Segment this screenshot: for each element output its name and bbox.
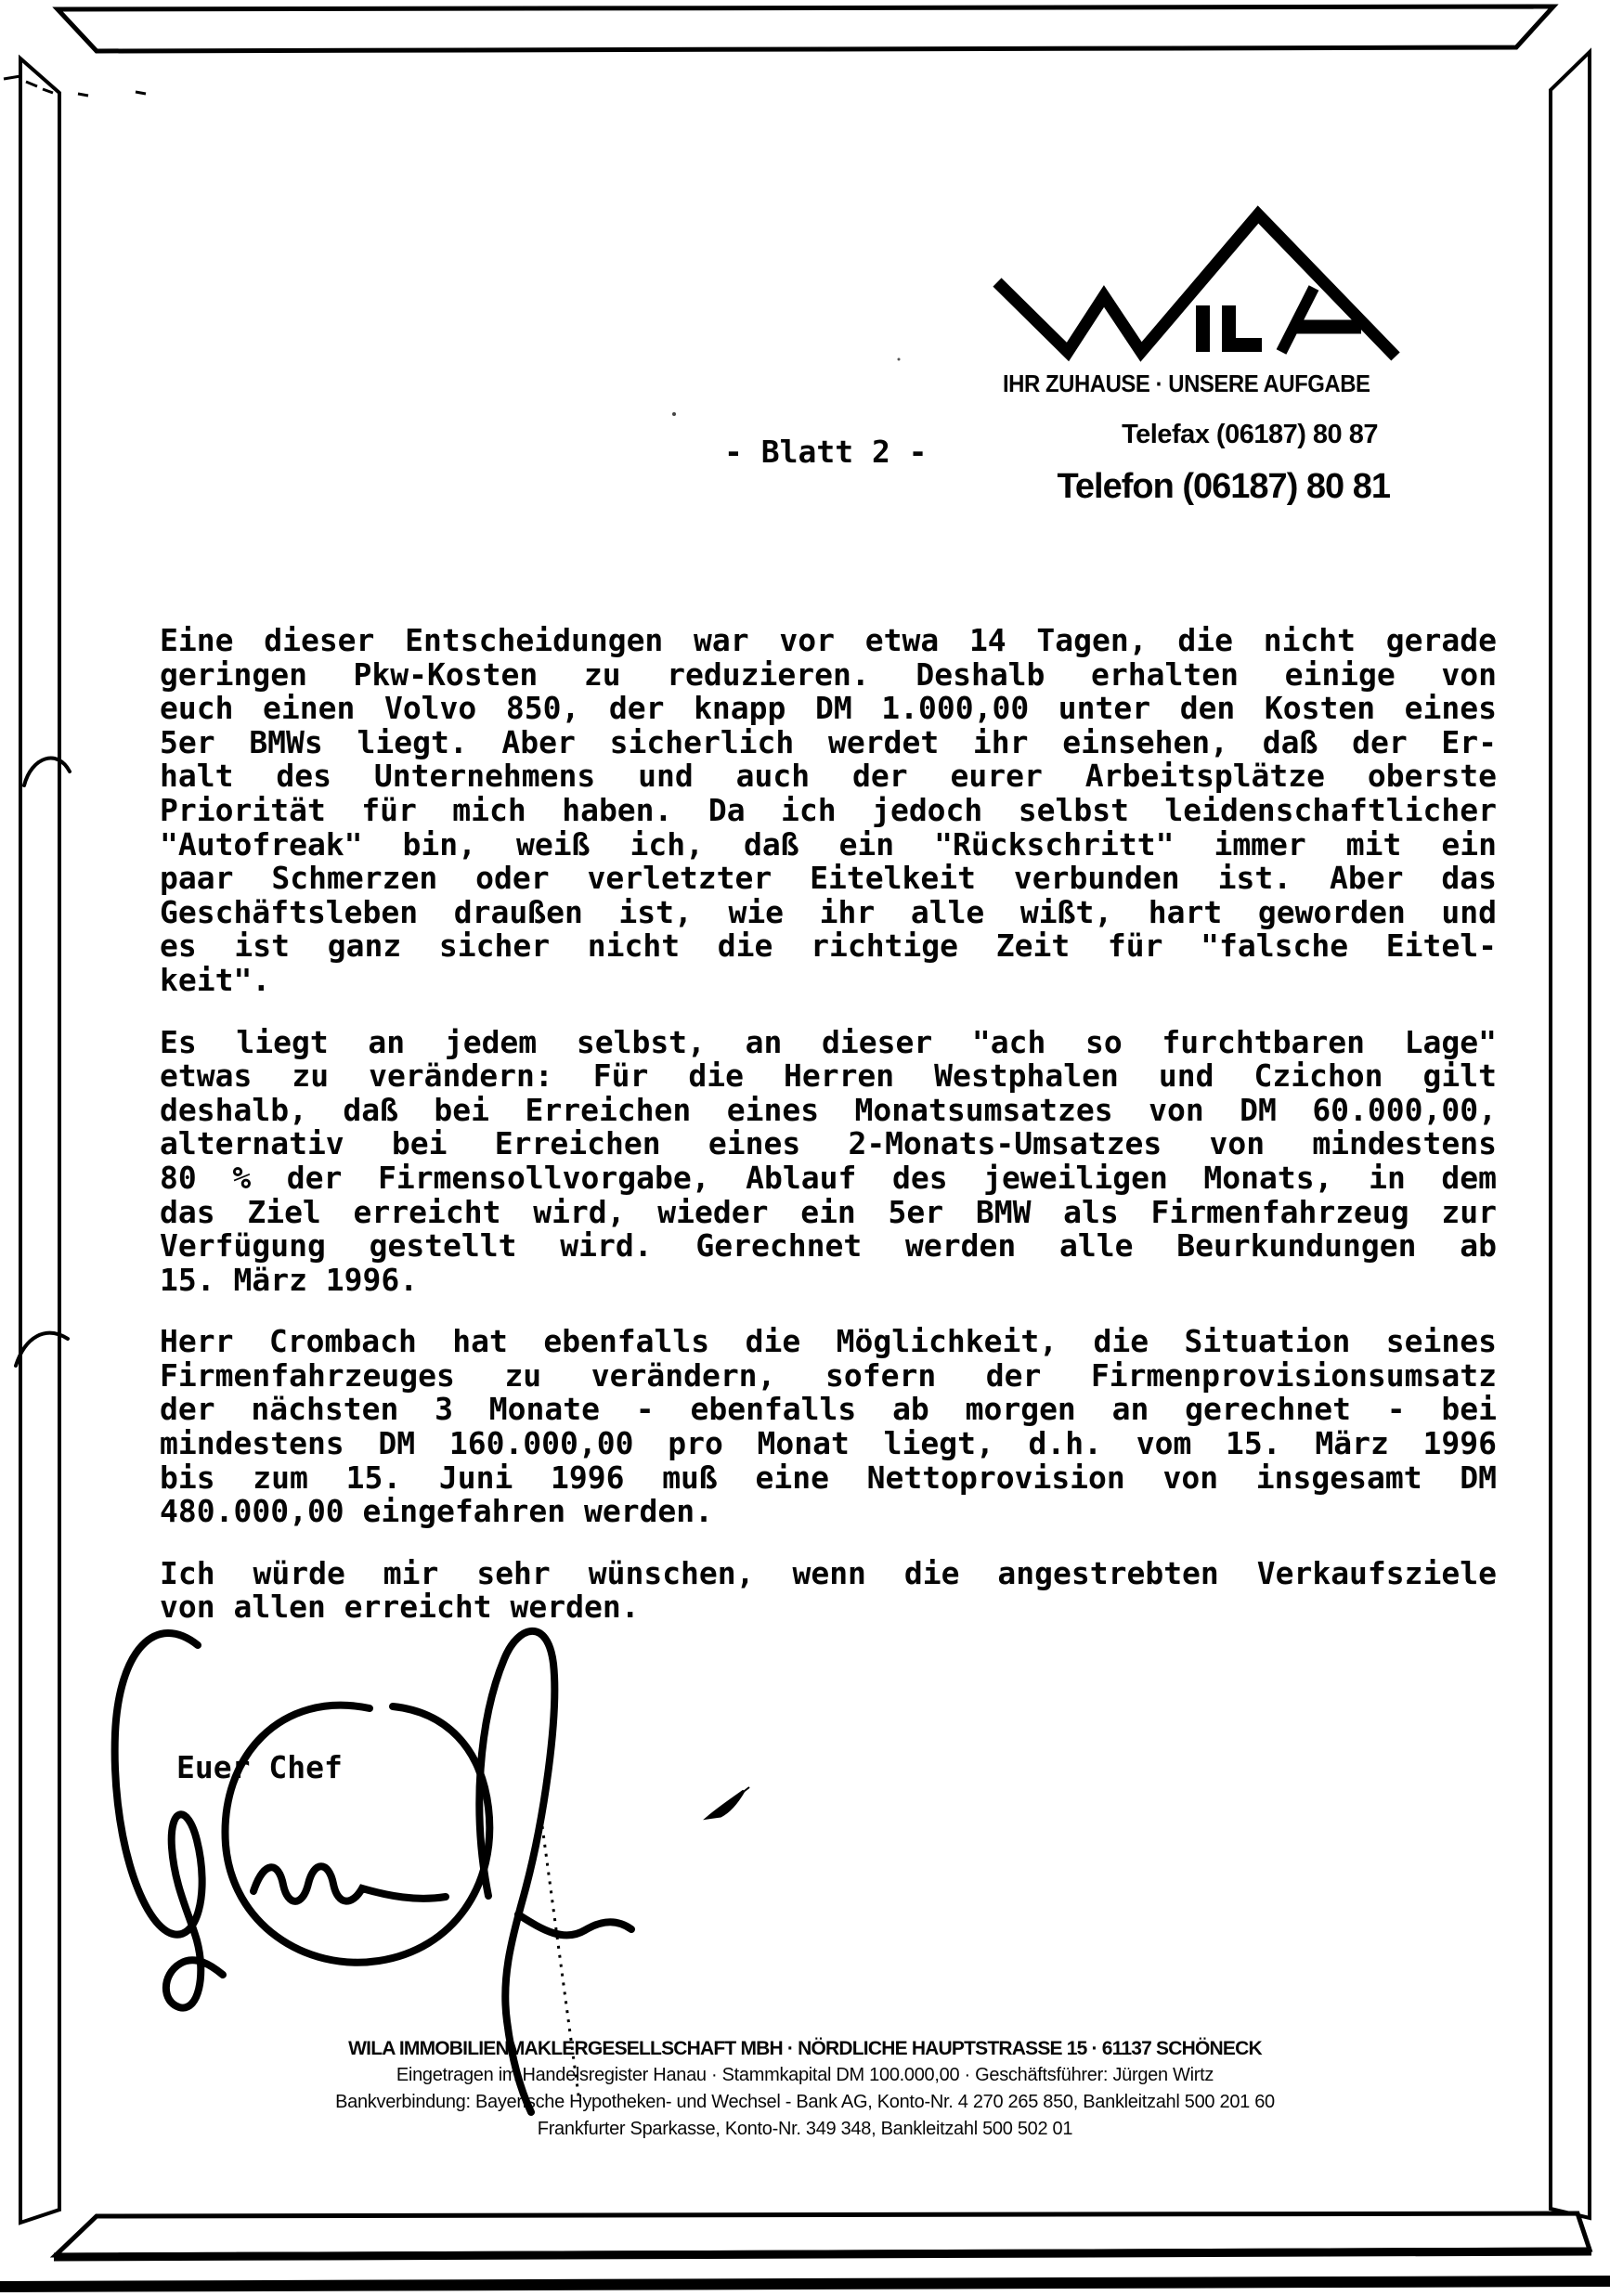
body-line: es ist ganz sicher nicht die richtige Zeit für "falsche Eitel-	[160, 927, 1497, 965]
body-line: Es liegt an jedem selbst, an dieser "ach so furchtbaren Lage"	[160, 1023, 1497, 1060]
footer-line: Frankfurter Sparkasse, Konto-Nr. 349 348, Bankleitzahl 500 502 01	[537, 2119, 1073, 2139]
signature-stroke-left-loop	[115, 1633, 223, 2008]
body-line: paar Schmerzen oder verletzter Eitelkeit verbunden ist. Aber das	[160, 860, 1497, 897]
body-line: bis zum 15. Juni 1996 muß eine Nettoprovision von insgesamt DM	[160, 1459, 1497, 1496]
wila-logo-icon	[986, 206, 1399, 364]
body-line: Firmenfahrzeuges zu verändern, sofern der Firmenprovisionsumsatz	[160, 1356, 1497, 1394]
body-line: euch einen Volvo 850, der knapp DM 1.000,00 unter den Kosten eines	[160, 690, 1497, 727]
body-text	[160, 624, 1497, 1653]
body-line: "Autofreak" bin, weiß ich, daß ein "Rückschritt" immer mit ein	[160, 825, 1497, 863]
scan-corner-dashes	[4, 76, 146, 96]
body-line: 80 % der Firmensollvorgabe, Ablauf des jeweiligen Monats, in dem	[160, 1159, 1497, 1196]
page-number-label: - Blatt 2 -	[724, 434, 928, 470]
signature-stroke-tail	[518, 1914, 631, 1935]
scan-speck	[672, 412, 676, 416]
punch-hole-mark-bottom	[16, 1333, 68, 1366]
ink-blot-mark	[708, 1787, 749, 1818]
signature-stroke-circle	[225, 1706, 489, 1963]
body-line: 5er BMWs liegt. Aber sicherlich werdet ihr einsehen, daß der Er-	[160, 723, 1497, 760]
body-line: Verfügung gestellt wird. Gerechnet werden alle Beurkundungen ab	[160, 1227, 1497, 1265]
footer-line: Bankverbindung: Bayerische Hypotheken- und Wechsel - Bank AG, Konto-Nr. 4 270 265 850, Bankleitzahl 500 201 60	[335, 2092, 1275, 2112]
body-line: deshalb, daß bei Erreichen eines Monatsumsatzes von DM 60.000,00,	[160, 1091, 1497, 1128]
body-line: Geschäftsleben draußen ist, wie ihr alle wißt, hart geworden und	[160, 893, 1497, 930]
footer-line: WILA IMMOBILIENMAKLERGESELLSCHAFT MBH · NÖRDLICHE HAUPTSTRASSE 15 · 61137 SCHÖNECK	[348, 2038, 1262, 2059]
body-line: 480.000,00 eingefahren werden.	[160, 1493, 714, 1530]
body-line: alternativ bei Erreichen eines 2-Monats-Umsatzes von mindestens	[160, 1125, 1497, 1162]
footer-line: Eingetragen im Handelsregister Hanau · Stammkapital DM 100.000,00 · Geschäftsführer: Jürgen Wirtz	[396, 2065, 1214, 2085]
logo-letter-l	[1222, 305, 1262, 352]
telefax-number: Telefax (06187) 80 87	[1122, 420, 1378, 449]
body-line: keit".	[160, 961, 271, 998]
telefon-number: Telefon (06187) 80 81	[1057, 467, 1390, 506]
body-line: Eine dieser Entscheidungen war vor etwa 14 Tagen, die nicht gerade	[160, 622, 1497, 658]
body-line: das Ziel erreicht wird, wieder ein 5er BMW als Firmenfahrzeug zur	[160, 1193, 1497, 1230]
body-line: der nächsten 3 Monate - ebenfalls ab morgen an gerechnet - bei	[160, 1391, 1497, 1428]
signature-closing: Euer Chef	[176, 1749, 343, 1785]
body-line: halt des Unternehmens und auch der eurer Arbeitsplätze oberste	[160, 758, 1497, 795]
paragraph	[160, 1325, 1497, 1529]
body-line: 15. März 1996.	[160, 1261, 419, 1298]
body-line: geringen Pkw-Kosten zu reduzieren. Deshalb erhalten einige von	[160, 655, 1497, 693]
punch-hole-mark-top	[24, 759, 70, 785]
scan-speck	[898, 358, 901, 361]
paragraph	[160, 1023, 1497, 1298]
scan-border-bottom-edge	[54, 2251, 1591, 2257]
body-line: Priorität für mich haben. Da ich jedoch selbst leidenschaftlicher	[160, 791, 1497, 828]
scan-border-right	[1551, 52, 1590, 2218]
scan-border-left	[20, 58, 59, 2223]
logo-tagline: IHR ZUHAUSE · UNSERE AUFGABE	[1003, 370, 1370, 397]
body-line: mindestens DM 160.000,00 pro Monat liegt, d.h. vom 15. März 1996	[160, 1425, 1497, 1462]
body-line: Ich würde mir sehr wünschen, wenn die angestrebten Verkaufsziele	[160, 1554, 1497, 1591]
logo-letter-i	[1196, 305, 1210, 352]
footer-block	[48, 2035, 1562, 2143]
scan-bottom-bar	[0, 2276, 1610, 2292]
paragraph	[160, 1554, 1497, 1626]
signature-stroke-humps	[253, 1866, 446, 1901]
paragraph	[160, 624, 1497, 998]
scan-border-top	[58, 6, 1553, 51]
body-line: Herr Crombach hat ebenfalls die Möglichkeit, die Situation seines	[160, 1323, 1497, 1360]
scan-border-bottom	[56, 2213, 1590, 2255]
body-line: von allen erreicht werden.	[160, 1589, 640, 1626]
body-line: etwas zu verändern: Für die Herren Westphalen und Czichon gilt	[160, 1057, 1497, 1095]
